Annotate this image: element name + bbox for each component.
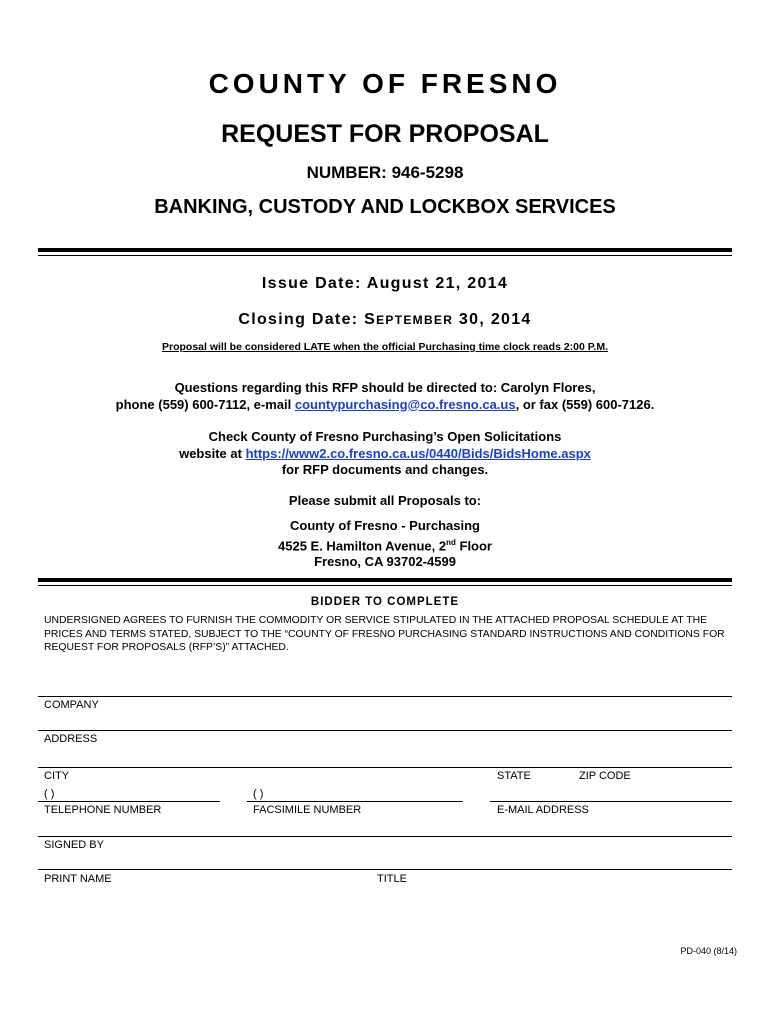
submit-city: Fresno, CA 93702-4599 (314, 554, 456, 570)
divider-bottom-thin (38, 585, 732, 586)
telephone-label: TELEPHONE NUMBER (44, 804, 162, 816)
submit-street-prefix: 4525 E. Hamilton Avenue, 2 (278, 537, 447, 553)
bids-website-link[interactable]: https://www2.co.fresno.ca.us/0440/Bids/BidsHome.aspx (245, 445, 591, 461)
divider-top-thin (38, 255, 732, 256)
closing-date-month: EPTEMBER (376, 313, 454, 327)
city-label: CITY (44, 770, 70, 782)
agreement-text: UNDERSIGNED AGREES TO FURNISH THE COMMODITY OR SERVICE STIPULATED IN THE ATTACHED PROPOSAL SCHEDULE AT THE PRICES AND TERMS STATED, SUBJECT TO THE “COUNTY OF FRESNO PURCHASING STANDARD INSTRUCTIONS AND CONDITIONS FOR REQUEST FOR PROPOSALS (RFP’S)” ATTACHED. (44, 615, 725, 653)
questions-contact-prefix: phone (559) 600-7112, e-mail (115, 396, 295, 412)
solicitations-line2 (0, 446, 770, 463)
address-label: ADDRESS (44, 733, 98, 745)
telephone-area-code: ( ) (44, 788, 55, 800)
submit-street-sup: nd (446, 537, 456, 547)
questions-line1: Questions regarding this RFP should be directed to: Carolyn Flores, (174, 380, 596, 395)
questions-block (0, 380, 770, 413)
submit-heading: Please submit all Proposals to: (288, 493, 482, 508)
submit-street (0, 535, 770, 555)
questions-line2 (0, 397, 770, 414)
submit-address-block (0, 518, 770, 571)
solicitations-website-prefix: website at (179, 445, 246, 461)
title-label: TITLE (377, 873, 407, 885)
signed-by-label: SIGNED BY (44, 839, 104, 851)
facsimile-label: FACSIMILE NUMBER (253, 804, 362, 816)
contact-email-link[interactable]: countypurchasing@co.fresno.ca.us (294, 396, 516, 412)
closing-date-prefix: Closing Date: S (238, 311, 377, 328)
print-name-label: PRINT NAME (44, 873, 112, 885)
divider-top (38, 248, 732, 252)
zip-label: ZIP CODE (579, 770, 631, 782)
email-line[interactable] (490, 801, 732, 802)
signature-line[interactable] (38, 836, 732, 837)
rfp-number: NUMBER: 946-5298 (306, 163, 464, 182)
bidder-heading: BIDDER TO COMPLETE (310, 596, 460, 608)
facsimile-line[interactable] (247, 801, 463, 802)
questions-contact-suffix: , or fax (559) 600-7126. (515, 396, 655, 412)
county-title: COUNTY OF FRESNO (208, 68, 562, 99)
facsimile-area-code: ( ) (253, 788, 264, 800)
submit-name: County of Fresno - Purchasing (290, 518, 480, 533)
form-code: PD-040 (8/14) (680, 946, 737, 956)
late-notice: Proposal will be considered LATE when the official Purchasing time clock reads 2:00 P.M. (162, 341, 608, 353)
state-label: STATE (497, 770, 531, 782)
telephone-line[interactable] (38, 801, 220, 802)
email-label: E-MAIL ADDRESS (497, 804, 589, 816)
closing-date-suffix: 30, 2014 (453, 311, 532, 328)
print-name-title-line[interactable] (38, 869, 732, 870)
service-title: BANKING, CUSTODY AND LOCKBOX SERVICES (154, 196, 616, 218)
submit-street-suffix: Floor (455, 537, 492, 553)
document-title: REQUEST FOR PROPOSAL (221, 120, 549, 148)
solicitations-block (0, 429, 770, 479)
city-state-zip-line[interactable] (38, 767, 732, 768)
divider-bottom (38, 578, 732, 582)
company-label: COMPANY (44, 699, 99, 711)
closing-date (0, 311, 770, 329)
solicitations-line1: Check County of Fresno Purchasing’s Open Solicitations (208, 429, 562, 444)
company-line[interactable] (38, 696, 732, 697)
solicitations-line3: for RFP documents and changes. (281, 462, 489, 477)
issue-date: Issue Date: August 21, 2014 (261, 275, 509, 292)
address-line[interactable] (38, 730, 732, 731)
